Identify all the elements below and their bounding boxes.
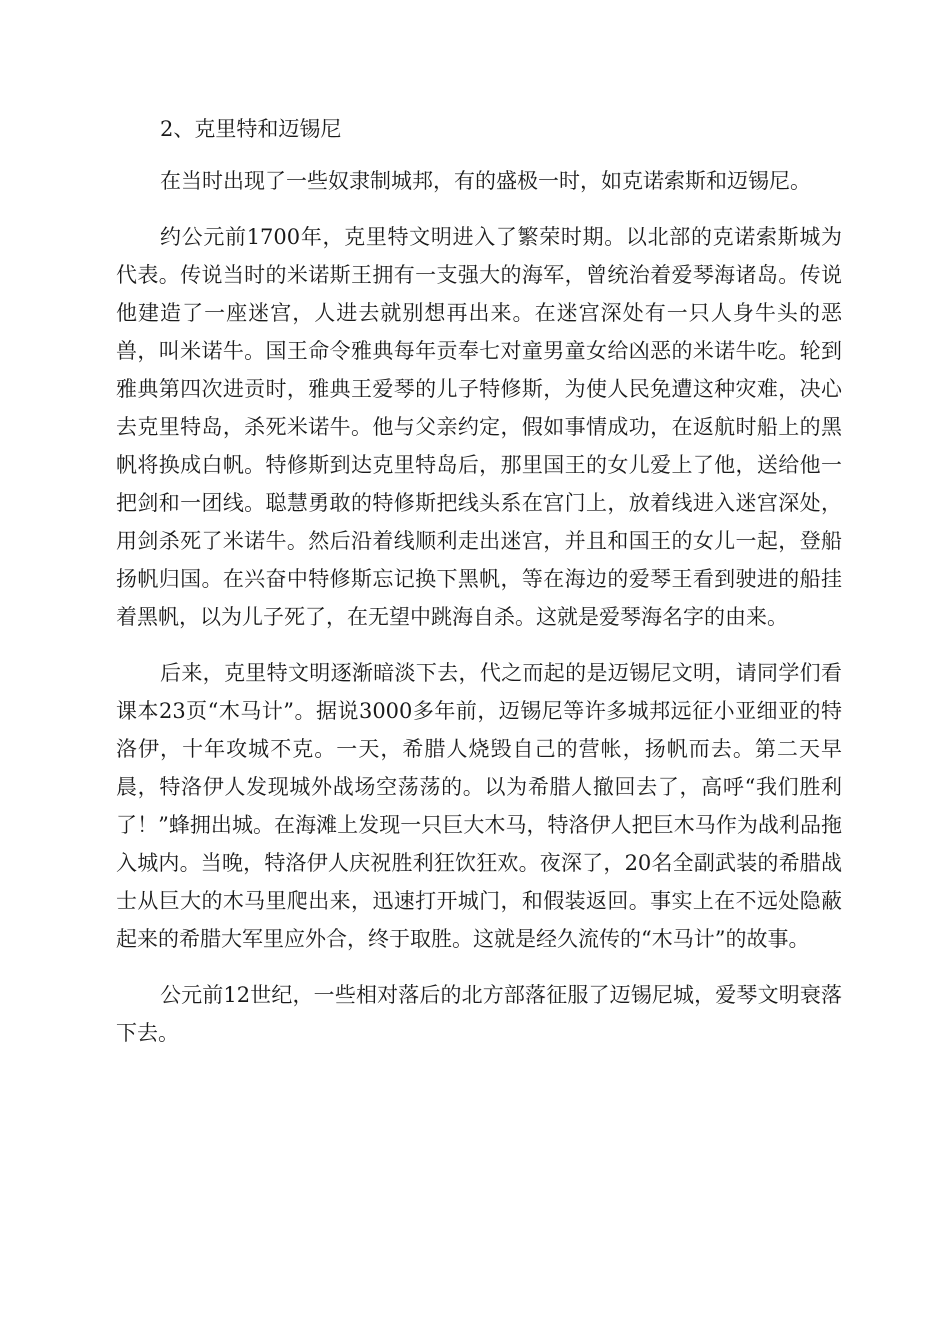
paragraph-mycenae: 后来，克里特文明逐渐暗淡下去，代之而起的是迈锡尼文明，请同学们看课本23页“木马计”。据说3000多年前，迈锡尼等许多城邦远征小亚细亚的特洛伊，十年攻城不克。一天，希腊人烧毁自己的营帐，扬帆而去。第二天早晨，特洛伊人发现城外战场空荡荡的。以为希腊人撤回去了，高呼“我们胜利了！”蜂拥出城。在海滩上发现一只巨大木马，特洛伊人把巨木马作为战利品拖入城内。当晚，特洛伊人庆祝胜利狂饮狂欢。夜深了，20名全副武装的希腊战士从巨大的木马里爬出来，迅速打开城门，和假装返回。事实上在不远处隐蔽起来的希腊大军里应外合，终于取胜。这就是经久流传的“木马计”的故事。: [116, 661, 842, 951]
document-body: [116, 110, 842, 1070]
paragraph-crete: 约公元前1700年，克里特文明进入了繁荣时期。以北部的克诺索斯城为代表。传说当时的米诺斯王拥有一支强大的海军，曾统治着爱琴海诸岛。传说他建造了一座迷宫，人进去就别想再出来。在迷宫深处有一只人身牛头的恶兽，叫米诺牛。国王命令雅典每年贡奉七对童男童女给凶恶的米诺牛吃。轮到雅典第四次进贡时，雅典王爱琴的儿子特修斯，为使人民免遭这种灾难，决心去克里特岛，杀死米诺牛。他与父亲约定，假如事情成功，在返航时船上的黑帆将换成白帆。特修斯到达克里特岛后，那里国王的女儿爱上了他，送给他一把剑和一团线。聪慧勇敢的特修斯把线头系在宫门上，放着线进入迷宫深处，用剑杀死了米诺牛。然后沿着线顺利走出迷宫，并且和国王的女儿一起，登船扬帆归国。在兴奋中特修斯忘记换下黑帆，等在海边的爱琴王看到驶进的船挂着黑帆，以为儿子死了，在无望中跳海自杀。这就是爱琴海名字的由来。: [116, 225, 842, 629]
section-heading: 2、克里特和迈锡尼: [160, 117, 342, 141]
paragraph-intro: 在当时出现了一些奴隶制城邦，有的盛极一时，如克诺索斯和迈锡尼。: [160, 169, 811, 193]
paragraph-decline: 公元前12世纪，一些相对落后的北方部落征服了迈锡尼城，爱琴文明衰落下去。: [116, 983, 842, 1045]
